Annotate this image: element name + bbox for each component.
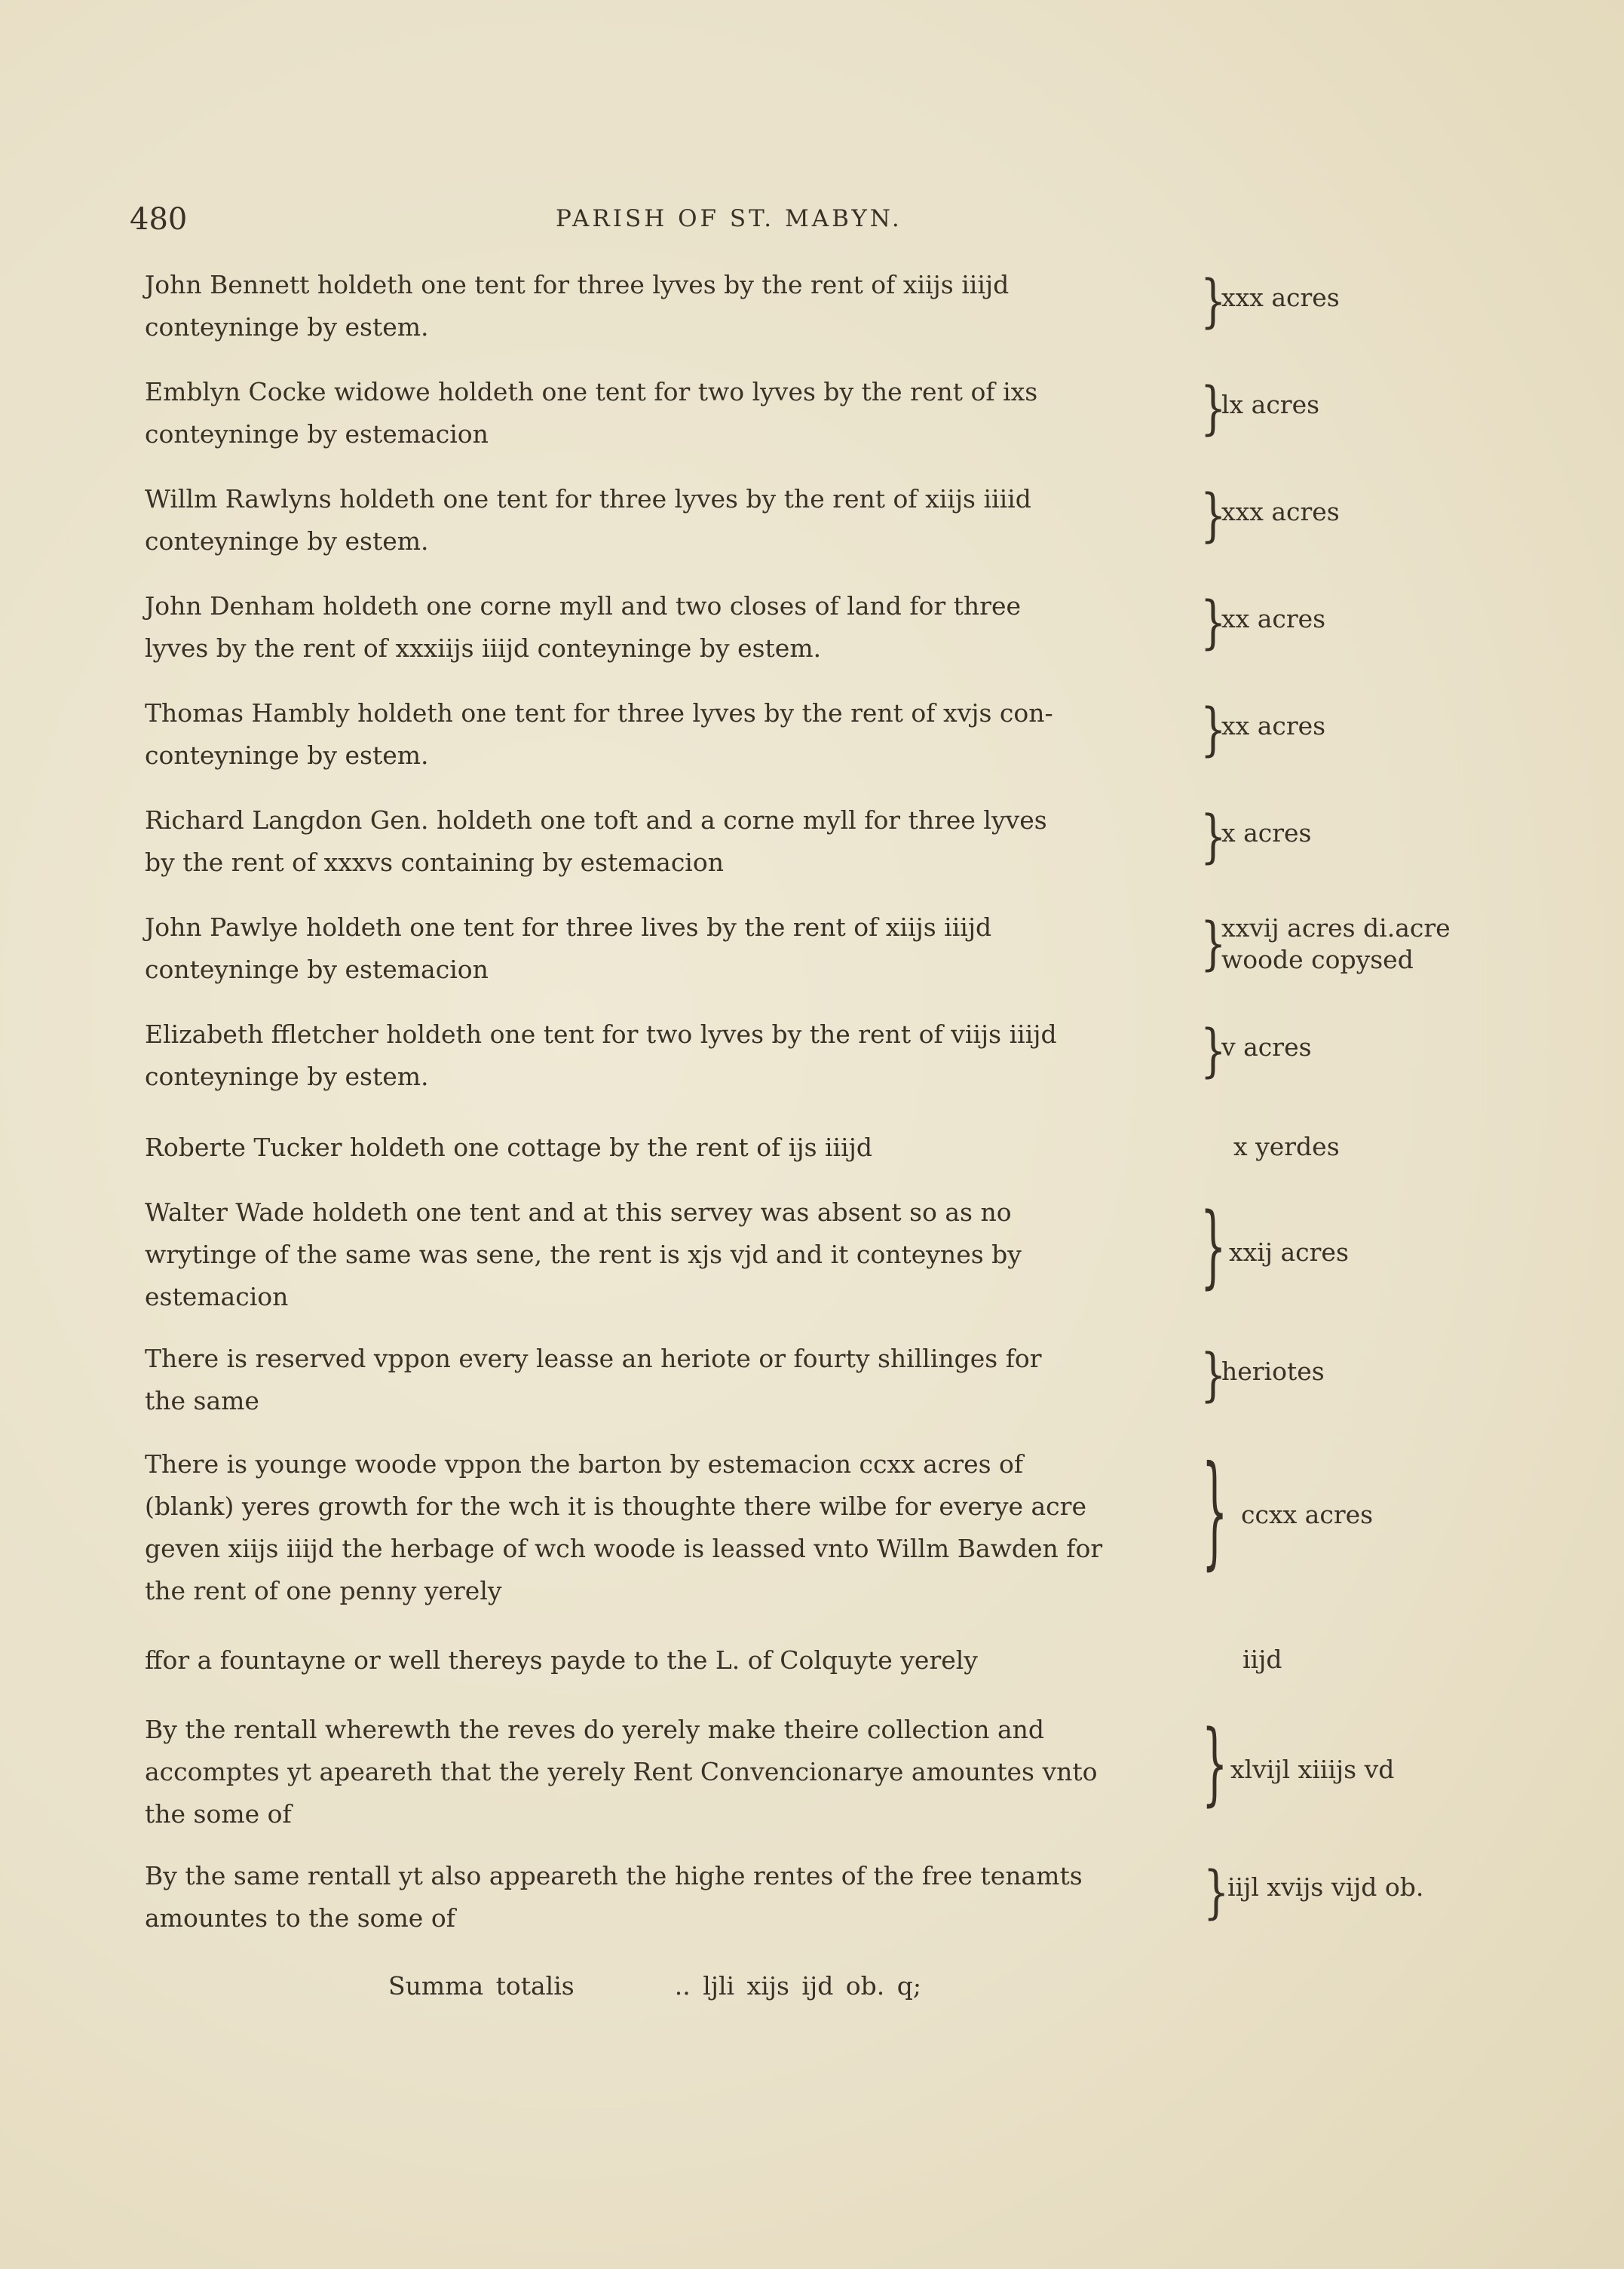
entry-text (145, 906, 1200, 991)
entry-text (145, 1709, 1200, 1835)
entry-line: John Denham holdeth one corne myll and two closes of land for three (145, 591, 1022, 621)
entry-line: the some of (145, 1799, 292, 1829)
holding-entry (145, 1127, 1340, 1169)
entry-line: Walter Wade holdeth one tent and at this servey was absent so as no (145, 1197, 1012, 1227)
page-header (130, 202, 1366, 247)
brace-glyph: } (1202, 1440, 1228, 1582)
entry-line: There is reserved vppon every leasse an heriote or fourty shillinges for (145, 1344, 1042, 1373)
acreage: lx acres (1221, 390, 1320, 419)
free-rent: iijl xvijs vijd ob. (1227, 1872, 1424, 1902)
acreage: xxx acres (1221, 497, 1340, 526)
brace-glyph: } (1200, 589, 1227, 656)
brace-glyph: } (1200, 1017, 1227, 1084)
entry-text (145, 264, 1200, 348)
entry-line: conteyninge by estemacion (145, 419, 489, 449)
entry-line: Thomas Hambly holdeth one tent for three lyves by the rent of xvjs con- (145, 698, 1053, 728)
acreage: xxx acres (1221, 283, 1340, 312)
acreage: xxvij acres di.acre (1221, 913, 1451, 943)
entry-text (145, 585, 1200, 670)
holding-entry (145, 478, 1340, 563)
entry-line: conteyninge by estem. (145, 1062, 429, 1091)
holding-entry (145, 1440, 1374, 1612)
entry-text (145, 799, 1200, 884)
brace-glyph: } (1203, 1859, 1230, 1926)
entry-line: ffor a fountayne or well thereys payde to the L. of Colquyte yerely (145, 1645, 978, 1675)
acreage: xxij acres (1229, 1237, 1349, 1267)
brace-glyph: } (1200, 910, 1227, 977)
entry-text (145, 371, 1200, 455)
entry-line: geven xiijs iiijd the herbage of wch woode is leassed vnto Willm Bawden for (145, 1534, 1103, 1563)
brace-glyph: } (1202, 1711, 1228, 1816)
holding-entry (145, 799, 1312, 884)
holding-entry (145, 264, 1340, 348)
acreage: heriotes (1221, 1357, 1325, 1386)
acreage-note: woode copysed (1221, 945, 1414, 974)
entry-line: Emblyn Cocke widowe holdeth one tent for two lyves by the rent of ixs (145, 377, 1038, 406)
holding-entry (145, 692, 1326, 777)
entry-line: John Bennett holdeth one tent for three lyves by the rent of xiijs iiijd (145, 270, 1010, 299)
brace-glyph: } (1200, 803, 1227, 870)
entry-text (145, 1191, 1200, 1318)
total-rent: xlvijl xiiijs vd (1230, 1755, 1395, 1784)
holding-entry (145, 585, 1326, 670)
holding-entry (145, 1709, 1395, 1835)
holding-entry (145, 1013, 1312, 1098)
entry-text (145, 692, 1200, 777)
brace-glyph: } (1200, 1194, 1227, 1299)
holding-entry (145, 1191, 1349, 1318)
summa-value: ljli xijs ijd ob. q; (703, 1971, 922, 2001)
summa-label: Summa totalis (388, 1971, 575, 2001)
entry-line: conteyninge by estem. (145, 526, 429, 556)
entry-line: the same (145, 1386, 259, 1415)
entry-line: By the same rentall yt also appeareth the highe rentes of the free tenamts (145, 1861, 1083, 1890)
entry-line: wrytinge of the same was sene, the rent is xjs vjd and it conteynes by (145, 1240, 1022, 1269)
entry-text (145, 1338, 1200, 1422)
brace-glyph: } (1200, 482, 1227, 549)
brace-glyph: } (1200, 1341, 1227, 1409)
acreage: ccxx acres (1241, 1500, 1374, 1529)
summa-dots: .. (674, 1971, 691, 2001)
acreage: x yerdes (1233, 1132, 1340, 1161)
entry-line: There is younge woode vppon the barton by estemacion ccxx acres of (145, 1449, 1024, 1479)
entry-line: conteyninge by estemacion (145, 955, 489, 984)
entry-line: by the rent of xxxvs containing by estemacion (145, 848, 724, 877)
entry-line: conteyninge by estem. (145, 312, 429, 342)
entry-line: Willm Rawlyns holdeth one tent for three lyves by the rent of xiijs iiiid (145, 484, 1031, 514)
entry-line: amountes to the some of (145, 1903, 455, 1933)
brace-glyph: } (1200, 268, 1227, 335)
acreage: v acres (1221, 1032, 1312, 1062)
entry-line: John Pawlye holdeth one tent for three lives by the rent of xiijs iiijd (145, 912, 992, 942)
entry-line: estemacion (145, 1282, 289, 1311)
running-title: PARISH OF ST. MABYN. (556, 205, 902, 232)
brace-glyph: } (1200, 696, 1227, 763)
entry-line: the rent of one penny yerely (145, 1576, 502, 1605)
entry-line: conteyninge by estem. (145, 740, 429, 770)
entry-line: Roberte Tucker holdeth one cottage by the rent of ijs iiijd (145, 1133, 873, 1162)
entry-line: By the rentall wherewth the reves do yerely make theire collection and (145, 1715, 1044, 1744)
summa-totalis (388, 1971, 921, 2001)
payment: iijd (1243, 1645, 1282, 1674)
entry-line: accomptes yt apeareth that the yerely Rent Convencionarye amountes vnto (145, 1757, 1098, 1786)
entry-text (145, 1013, 1200, 1098)
page-number: 480 (130, 202, 188, 237)
acreage: xx acres (1221, 711, 1326, 740)
acreage: xx acres (1221, 604, 1326, 633)
entry-text (145, 1443, 1200, 1612)
holding-entry (145, 1338, 1325, 1422)
entry-line: Elizabeth ffletcher holdeth one tent for two lyves by the rent of viijs iiijd (145, 1020, 1057, 1049)
entry-text (145, 1855, 1200, 1939)
entry-text (145, 478, 1200, 563)
holding-entry (145, 906, 1451, 991)
entry-line: lyves by the rent of xxxiijs iiijd conteyninge by estem. (145, 633, 822, 663)
entry-text (145, 1127, 1200, 1169)
holding-entry (145, 371, 1320, 455)
entry-line: Richard Langdon Gen. holdeth one toft and a corne myll for three lyves (145, 805, 1047, 835)
brace-glyph: } (1200, 375, 1227, 442)
holding-entry (145, 1639, 1282, 1682)
acreage: x acres (1221, 818, 1312, 848)
holding-entry (145, 1855, 1424, 1939)
entry-line: (blank) yeres growth for the wch it is thoughte there wilbe for everye acre (145, 1492, 1086, 1521)
entry-text (145, 1639, 1200, 1682)
